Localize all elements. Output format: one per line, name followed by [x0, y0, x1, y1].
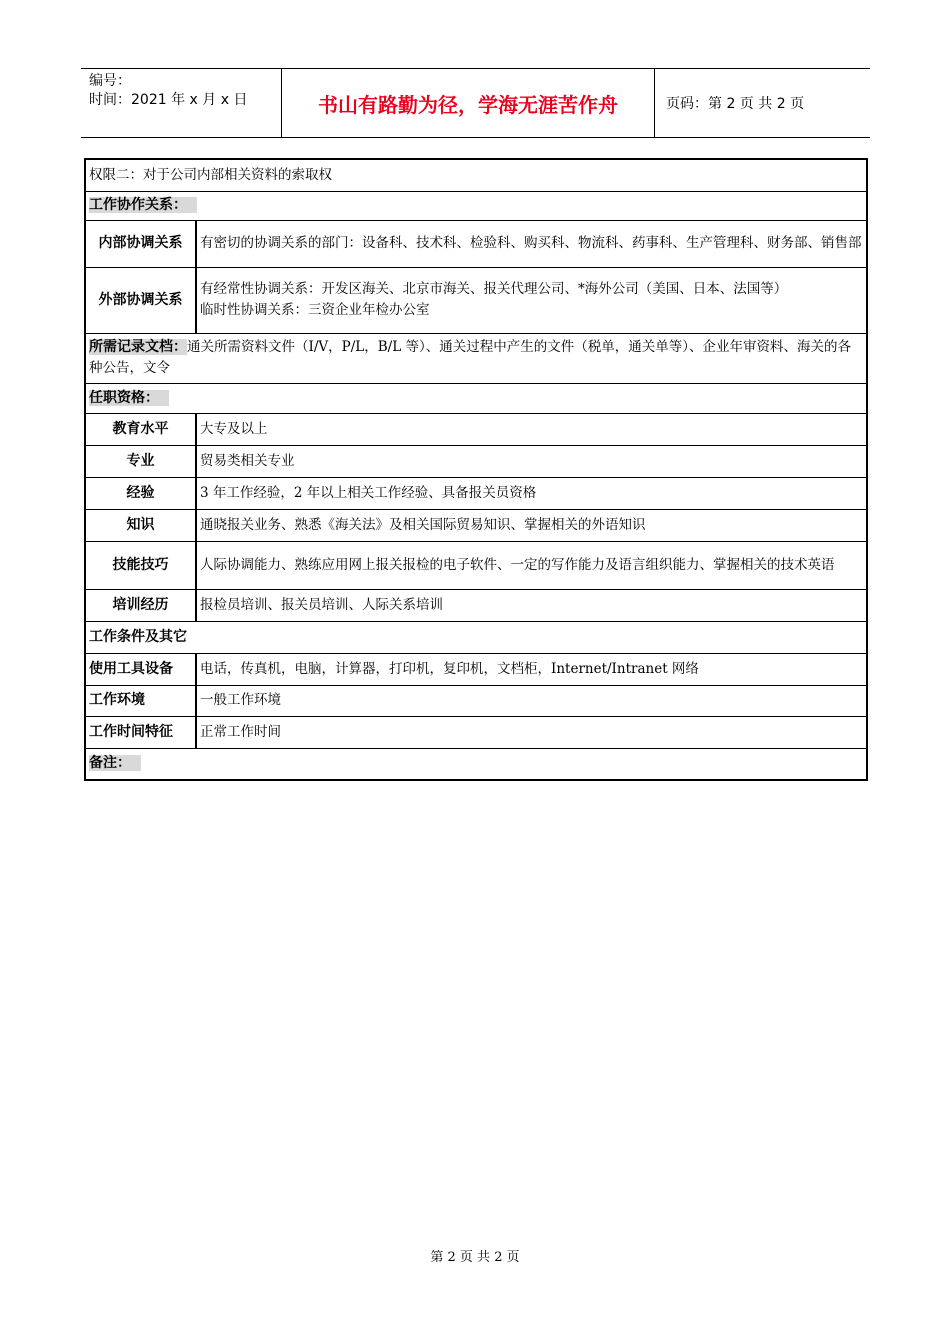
qual-label: 技能技巧 [85, 541, 196, 589]
qual-label: 培训经历 [85, 589, 196, 621]
conditions-heading: 工作条件及其它 [85, 621, 867, 653]
doc-date: 时间：2021 年 x 月 x 日 [89, 92, 248, 108]
header-meta [89, 72, 247, 110]
condition-label: 工作时间特征 [85, 716, 196, 748]
condition-label: 工作环境 [85, 685, 196, 716]
condition-value: 电话，传真机，电脑，计算器，打印机，复印机，文档柜，Internet/Intranet 网络 [196, 653, 867, 685]
qual-label: 专业 [85, 445, 196, 477]
external-label: 外部协调关系 [85, 267, 196, 333]
doc-number-label: 编号： [89, 73, 131, 89]
condition-label: 使用工具设备 [85, 653, 196, 685]
records-value: 通关所需资料文件（I/V，P/L，B/L 等）、通关过程中产生的文件（税单，通关单等）、企业年审资料、海关的各种公告，文令 [89, 339, 851, 376]
authority-text: 权限二：对于公司内部相关资料的索取权 [89, 166, 332, 183]
condition-value: 一般工作环境 [196, 685, 867, 716]
qual-label: 知识 [85, 509, 196, 541]
collab-heading-row [85, 191, 867, 220]
external-value-line: 有经常性协调关系：开发区海关、北京市海关、报关代理公司、*海外公司（美国、日本、法国等） [200, 281, 788, 297]
qual-label: 经验 [85, 477, 196, 509]
qual-value: 3 年工作经验，2 年以上相关工作经验、具备报关员资格 [196, 477, 867, 509]
qual-value: 通晓报关业务、熟悉《海关法》及相关国际贸易知识、掌握相关的外语知识 [196, 509, 867, 541]
records-label: 所需记录文档： [89, 339, 187, 355]
header-motto: 书山有路勤为径，学海无涯苦作舟 [318, 92, 618, 117]
remarks-label: 备注： [89, 755, 141, 771]
remarks-row [85, 748, 867, 780]
qual-value: 报检员培训、报关员培训、人际关系培训 [196, 589, 867, 621]
records-row [85, 333, 867, 383]
authority-row [85, 159, 867, 191]
internal-label: 内部协调关系 [85, 220, 196, 267]
job-description-table [84, 158, 868, 781]
qual-label: 教育水平 [85, 413, 196, 445]
qual-value: 人际协调能力、熟练应用网上报关报检的电子软件、一定的写作能力及语言组织能力、掌握相关的技术英语 [196, 541, 867, 589]
qual-value: 大专及以上 [196, 413, 867, 445]
page-footer: 第 2 页 共 2 页 [430, 1250, 520, 1265]
qual-value: 贸易类相关专业 [196, 445, 867, 477]
external-value [196, 267, 867, 333]
page-header [81, 68, 870, 138]
condition-value: 正常工作时间 [196, 716, 867, 748]
header-divider [654, 69, 655, 137]
header-page-info: 页码：第 2 页 共 2 页 [666, 96, 805, 112]
qual-heading: 任职资格： [89, 390, 169, 406]
external-value-line: 临时性协调关系：三资企业年检办公室 [200, 302, 430, 318]
qual-heading-row [85, 383, 867, 413]
collab-heading: 工作协作关系： [89, 197, 197, 213]
internal-value: 有密切的协调关系的部门：设备科、技术科、检验科、购买科、物流科、药事科、生产管理科、财务部、销售部 [196, 220, 867, 267]
